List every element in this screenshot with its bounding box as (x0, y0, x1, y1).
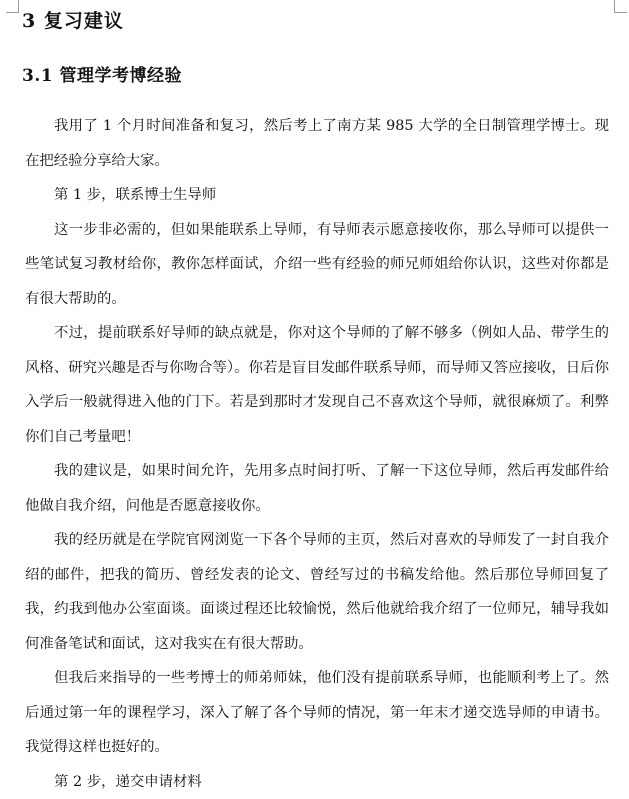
page-corner-mark-left (6, 0, 19, 13)
page-corner-mark-right (614, 0, 627, 13)
section-heading: 3 复习建议 (22, 6, 124, 33)
paragraph-step-1-title: 第 1 步，联系博士生导师 (25, 178, 609, 213)
paragraph-step-2-title: 第 2 步，递交申请材料 (25, 765, 609, 799)
subsection-heading: 3.1 管理学考博经验 (22, 61, 182, 86)
paragraph-contact-drawbacks: 不过，提前联系好导师的缺点就是，你对这个导师的了解不够多（例如人品、带学生的风格、研究兴趣是否与你吻合等）。你若是盲目发邮件联系导师，而导师又答应接收，日后你入学后一般就得进入他的门下。若是到那时才发现自己不喜欢这个导师，就很麻烦了。利弊你们自己考量吧！ (25, 316, 609, 454)
paragraph-experience: 我的经历就是在学院官网浏览一下各个导师的主页，然后对喜欢的导师发了一封自我介绍的邮件，把我的简历、曾经发表的论文、曾经写过的书稿发给他。然后那位导师回复了我，约我到他办公室面谈。面谈过程还比较愉悦，然后他就给我介绍了一位师兄，辅导我如何准备笔试和面试，这对我实在有很大帮助。 (25, 523, 609, 661)
paragraph-intro: 我用了 1 个月时间准备和复习，然后考上了南方某 985 大学的全日制管理学博士。现在把经验分享给大家。 (25, 109, 609, 178)
paragraph-juniors: 但我后来指导的一些考博士的师弟师妹，他们没有提前联系导师，也能顺利考上了。然后通过第一年的课程学习，深入了解了各个导师的情况，第一年末才递交选导师的申请书。我觉得这样也挺好的。 (25, 661, 609, 765)
paragraph-suggestion: 我的建议是，如果时间允许，先用多点时间打听、了解一下这位导师，然后再发邮件给他做自我介绍，问他是否愿意接收你。 (25, 454, 609, 523)
body-text (25, 109, 609, 799)
paragraph-contact-benefits: 这一步非必需的，但如果能联系上导师，有导师表示愿意接收你，那么导师可以提供一些笔试复习教材给你，教你怎样面试，介绍一些有经验的师兄师姐给你认识，这些对你都是有很大帮助的。 (25, 213, 609, 317)
